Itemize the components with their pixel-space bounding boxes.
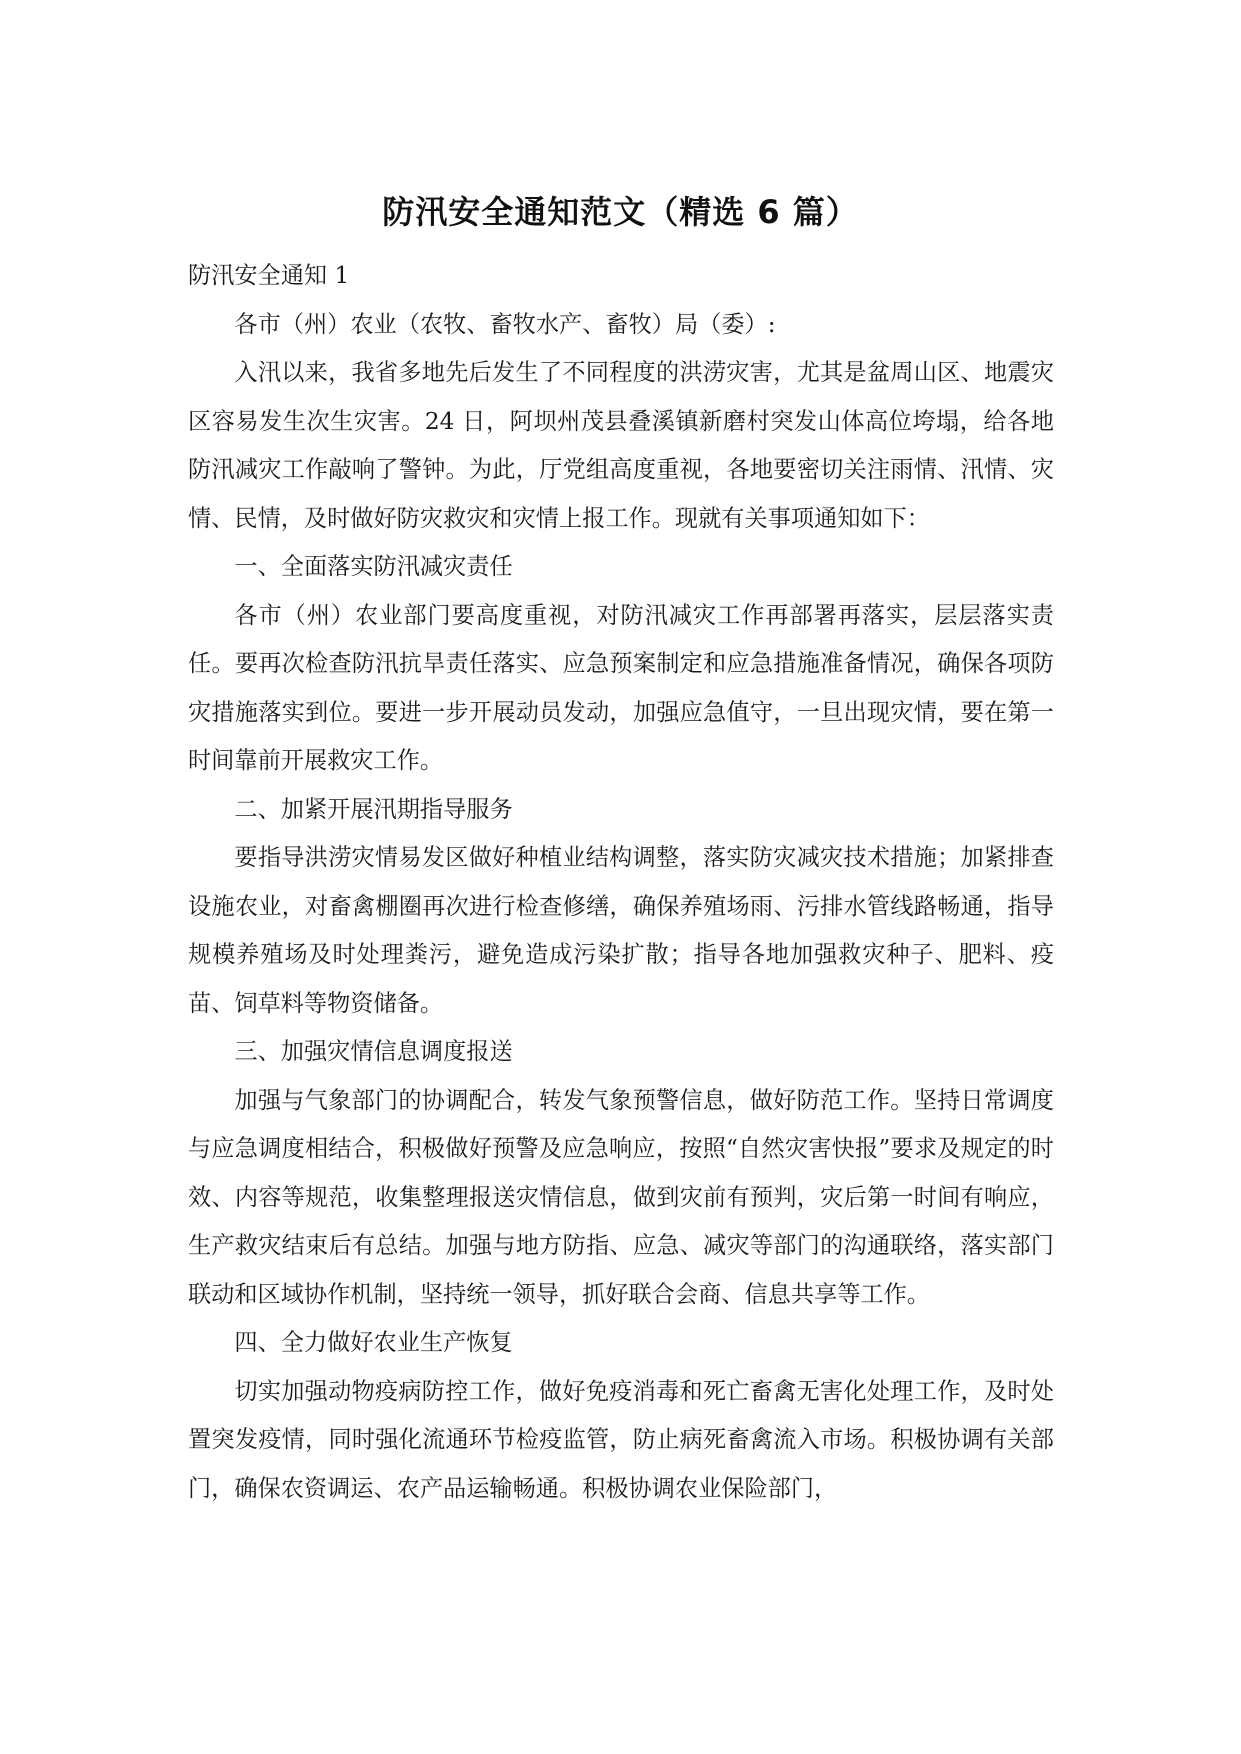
- paragraph-3: 加强与气象部门的协调配合，转发气象预警信息，做好防范工作。坚持日常调度与应急调度相结合，积极做好预警及应急响应，按照“自然灾害快报”要求及规定的时效、内容等规范，收集整理报送灾情信息，做到灾前有预判，灾后第一时间有响应，生产救灾结束后有总结。加强与地方防指、应急、减灾等部门的沟通联络，落实部门联动和区域协作机制，坚持统一领导，抓好联合会商、信息共享等工作。: [188, 1086, 1054, 1308]
- salutation: 各市（州）农业（农牧、畜牧水产、畜牧）局（委）:: [234, 310, 776, 338]
- paragraph-2: 要指导洪涝灾情易发区做好种植业结构调整，落实防灾减灾技术措施；加紧排查设施农业，对畜禽棚圈再次进行检查修缮，确保养殖场雨、污排水管线路畅通，指导规模养殖场及时处理粪污，避免造成污染扩散；指导各地加强救灾种子、肥料、疫苗、饲草料等物资储备。: [188, 844, 1054, 1017]
- intro-paragraph: 入汛以来，我省多地先后发生了不同程度的洪涝灾害，尤其是盆周山区、地震灾区容易发生次生灾害。24 日，阿坝州茂县叠溪镇新磨村突发山体高位垮塌，给各地防汛减灾工作敲响了警钟。为此，厅党组高度重视，各地要密切关注雨情、汛情、灾情、民情，及时做好防灾救灾和灾情上报工作。现就有关事项通知如下：: [188, 359, 1054, 532]
- document-title: 防汛安全通知范文（精选 6 篇）: [382, 193, 859, 231]
- section-heading-notice-1: 防汛安全通知 1: [188, 262, 350, 289]
- document-body: [188, 252, 1054, 1513]
- paragraph-4: 切实加强动物疫病防控工作，做好免疫消毒和死亡畜禽无害化处理工作，及时处置突发疫情，同时强化流通环节检疫监管，防止病死畜禽流入市场。积极协调有关部门，确保农资调运、农产品运输畅通。积极协调农业保险部门，: [188, 1377, 1054, 1502]
- heading-4: 四、全力做好农业生产恢复: [234, 1329, 513, 1356]
- paragraph-1: 各市（州）农业部门要高度重视，对防汛减灾工作再部署再落实，层层落实责任。要再次检查防汛抗旱责任落实、应急预案制定和应急措施准备情况，确保各项防灾措施落实到位。要进一步开展动员发动，加强应急值守，一旦出现灾情，要在第一时间靠前开展救灾工作。: [188, 601, 1054, 774]
- heading-2: 二、加紧开展汛期指导服务: [234, 795, 513, 823]
- heading-3: 三、加强灾情信息调度报送: [234, 1038, 513, 1065]
- heading-1: 一、全面落实防汛减灾责任: [234, 553, 513, 580]
